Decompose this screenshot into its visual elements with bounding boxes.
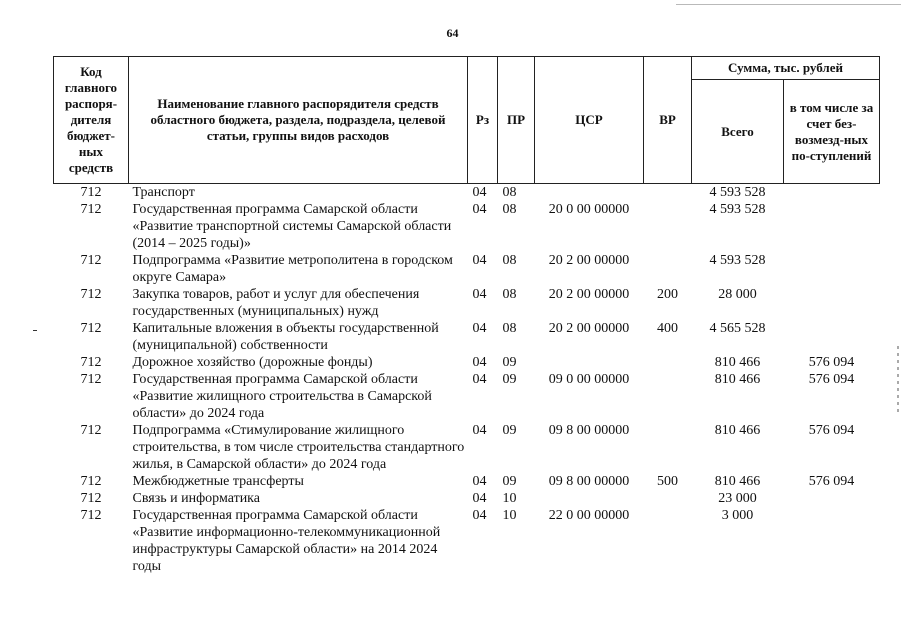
table-row — [54, 371, 880, 422]
table-row — [54, 320, 880, 354]
cell-pr: 10 — [502, 508, 517, 523]
header-rz: Рз — [468, 57, 498, 184]
cell-code: 712 — [80, 491, 102, 506]
table-row — [54, 354, 880, 371]
cell-csr: 09 0 00 00000 — [548, 372, 630, 387]
header-pr: ПР — [498, 57, 535, 184]
cell-pr: 10 — [502, 491, 517, 506]
cell-pr: 09 — [502, 423, 517, 438]
scan-mark — [33, 330, 37, 331]
cell-csr: 20 2 00 00000 — [548, 287, 630, 302]
cell-total: 4 593 528 — [709, 253, 766, 268]
cell-grants — [784, 252, 880, 286]
budget-table — [53, 56, 880, 575]
cell-name: Государственная программа Самарской области «Развитие транспортной системы Самарской области (2014 – 2025 годы)» — [132, 202, 452, 251]
header-amount-group: Сумма, тыс. рублей — [692, 57, 880, 80]
cell-grants — [784, 184, 880, 202]
table-row — [54, 201, 880, 252]
cell-vr — [644, 184, 692, 202]
cell-total: 810 466 — [714, 423, 761, 438]
cell-code: 712 — [80, 508, 102, 523]
cell-rz: 04 — [472, 185, 487, 200]
cell-csr: 22 0 00 00000 — [548, 508, 630, 523]
table-body — [54, 184, 880, 576]
header-csr: ЦСР — [535, 57, 644, 184]
cell-pr: 08 — [502, 321, 517, 336]
cell-name: Подпрограмма «Стимулирование жилищного строительства, в том числе строительства стандартного жилья, в Самарской области» до 2024 года — [132, 423, 465, 472]
cell-code: 712 — [80, 372, 102, 387]
table-row — [54, 184, 880, 202]
cell-vr — [644, 201, 692, 252]
cell-rz: 04 — [472, 253, 487, 268]
cell-vr: 400 — [657, 321, 678, 336]
cell-grants: 576 094 — [808, 355, 855, 370]
cell-vr — [644, 507, 692, 575]
header-name: Наименование главного распорядителя средств областного бюджета, раздела, подраздела, целевой статьи, группы видов расходов — [129, 57, 468, 184]
cell-name: Подпрограмма «Развитие метрополитена в городском округе Самара» — [132, 253, 453, 285]
cell-code: 712 — [80, 474, 102, 489]
cell-pr: 09 — [502, 474, 517, 489]
cell-code: 712 — [80, 253, 102, 268]
cell-vr: 200 — [657, 287, 678, 302]
cell-pr: 09 — [502, 355, 517, 370]
cell-rz: 04 — [472, 491, 487, 506]
cell-pr: 08 — [502, 253, 517, 268]
header-total: Всего — [692, 80, 784, 184]
cell-code: 712 — [80, 423, 102, 438]
cell-rz: 04 — [472, 287, 487, 302]
cell-name: Государственная программа Самарской области «Развитие жилищного строительства в Самарской области» до 2024 года — [132, 372, 432, 421]
cell-rz: 04 — [472, 202, 487, 217]
cell-csr — [535, 184, 644, 202]
cell-grants — [784, 320, 880, 354]
cell-csr: 20 0 00 00000 — [548, 202, 630, 217]
cell-csr: 09 8 00 00000 — [548, 474, 630, 489]
cell-total: 810 466 — [714, 372, 761, 387]
cell-pr: 08 — [502, 185, 517, 200]
cell-name: Связь и информатика — [132, 491, 260, 506]
cell-pr: 09 — [502, 372, 517, 387]
cell-rz: 04 — [472, 372, 487, 387]
cell-name: Закупка товаров, работ и услуг для обеспечения государственных (муниципальных) нужд — [132, 287, 420, 319]
cell-total: 810 466 — [714, 355, 761, 370]
header-grants: в том числе за счет без-возмезд-ных по-ступлений — [784, 80, 880, 184]
cell-code: 712 — [80, 287, 102, 302]
table-row — [54, 473, 880, 490]
cell-name: Межбюджетные трансферты — [132, 474, 304, 489]
cell-grants — [784, 201, 880, 252]
cell-name: Транспорт — [132, 185, 195, 200]
page-number: 64 — [446, 26, 459, 40]
cell-total: 4 565 528 — [709, 321, 766, 336]
table-row — [54, 507, 880, 575]
cell-grants: 576 094 — [808, 423, 855, 438]
cell-name: Государственная программа Самарской области «Развитие информационно-телекоммуникационной инфраструктуры Самарской области» на 2014 2024 годы — [132, 508, 441, 574]
cell-name: Дорожное хозяйство (дорожные фонды) — [132, 355, 373, 370]
cell-csr: 09 8 00 00000 — [548, 423, 630, 438]
cell-rz: 04 — [472, 423, 487, 438]
cell-grants — [784, 507, 880, 575]
header-code: Код главного распоря-дителя бюджет-ных средств — [54, 57, 129, 184]
table-row — [54, 490, 880, 507]
table-row — [54, 286, 880, 320]
cell-grants — [784, 286, 880, 320]
cell-rz: 04 — [472, 321, 487, 336]
cell-total: 23 000 — [718, 491, 757, 506]
cell-grants: 576 094 — [808, 474, 855, 489]
cell-pr: 08 — [502, 287, 517, 302]
cell-total: 3 000 — [721, 508, 754, 523]
cell-vr: 500 — [657, 474, 678, 489]
cell-rz: 04 — [472, 355, 487, 370]
cell-vr — [644, 354, 692, 371]
cell-csr — [535, 490, 644, 507]
cell-total: 810 466 — [714, 474, 761, 489]
top-right-rule — [676, 4, 901, 5]
cell-total: 4 593 528 — [709, 202, 766, 217]
table-row — [54, 422, 880, 473]
cell-csr — [535, 354, 644, 371]
cell-vr — [644, 371, 692, 422]
cell-vr — [644, 422, 692, 473]
cell-code: 712 — [80, 202, 102, 217]
cell-code: 712 — [80, 185, 102, 200]
cell-grants — [784, 490, 880, 507]
header-vr: ВР — [644, 57, 692, 184]
scan-edge-marks — [897, 346, 899, 416]
cell-rz: 04 — [472, 474, 487, 489]
cell-total: 4 593 528 — [709, 185, 766, 200]
cell-code: 712 — [80, 321, 102, 336]
cell-vr — [644, 490, 692, 507]
cell-code: 712 — [80, 355, 102, 370]
cell-csr: 20 2 00 00000 — [548, 321, 630, 336]
table-row — [54, 252, 880, 286]
cell-grants: 576 094 — [808, 372, 855, 387]
cell-vr — [644, 252, 692, 286]
cell-name: Капитальные вложения в объекты государственной (муниципальной) собственности — [132, 321, 439, 353]
cell-total: 28 000 — [718, 287, 757, 302]
cell-csr: 20 2 00 00000 — [548, 253, 630, 268]
cell-pr: 08 — [502, 202, 517, 217]
cell-rz: 04 — [472, 508, 487, 523]
